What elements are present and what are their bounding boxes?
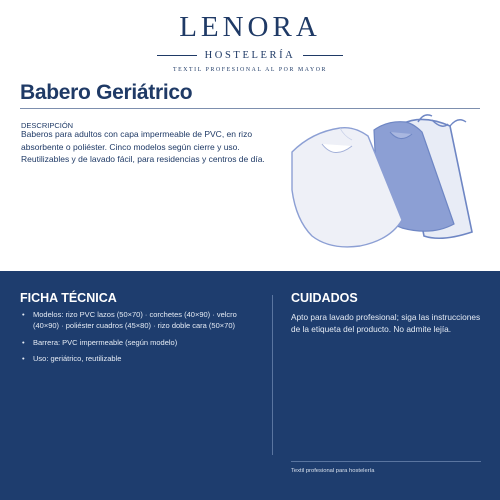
list-item: • Uso: geriátrico, reutilizable (22, 354, 122, 364)
list-item: • Modelos: rizo PVC lazos (50×70) · corchetes (40×90) · velcro (40×90) · poliéster cuadros (45×80) · rizo doble cara (50×70) (22, 310, 237, 330)
brand-tagline: TEXTIL PROFESIONAL AL POR MAYOR (172, 67, 328, 73)
brand-header (0, 10, 500, 73)
brand-rule-right (303, 55, 343, 56)
product-photo (282, 110, 478, 250)
footer-text: Textil profesional para hostelería (291, 468, 375, 474)
list-item: • Barrera: PVC impermeable (según modelo) (22, 337, 178, 347)
cuidados-title: CUIDADOS (291, 291, 358, 305)
product-title: Babero Geriátrico (20, 81, 193, 104)
ficha-tecnica-list (22, 310, 262, 371)
bullet-icon: • (22, 337, 25, 347)
column-divider (272, 295, 273, 455)
bullet-icon: • (22, 310, 25, 319)
brand-logo-name: LENORA (179, 11, 321, 43)
title-divider (20, 108, 480, 109)
brand-subtitle-row (0, 48, 500, 62)
description-label: DESCRIPCIÓN (21, 121, 74, 130)
info-band (0, 271, 500, 500)
footer-divider (291, 461, 481, 462)
bullet-icon: • (22, 354, 25, 364)
brand-rule-left (157, 55, 197, 56)
brand-subtitle: HOSTELERÍA (204, 49, 296, 61)
description-text: Baberos para adultos con capa impermeable de PVC, en rizo absorbente o poliéster. Cinco modelos según cierre y uso. Reutilizables y de lavado fácil, para residencias y centros de día. (21, 129, 265, 165)
ficha-tecnica-title: FICHA TÉCNICA (20, 291, 117, 305)
cuidados-text: Apto para lavado profesional; siga las instrucciones de la etiqueta del producto. No admite lejía. (291, 312, 481, 335)
